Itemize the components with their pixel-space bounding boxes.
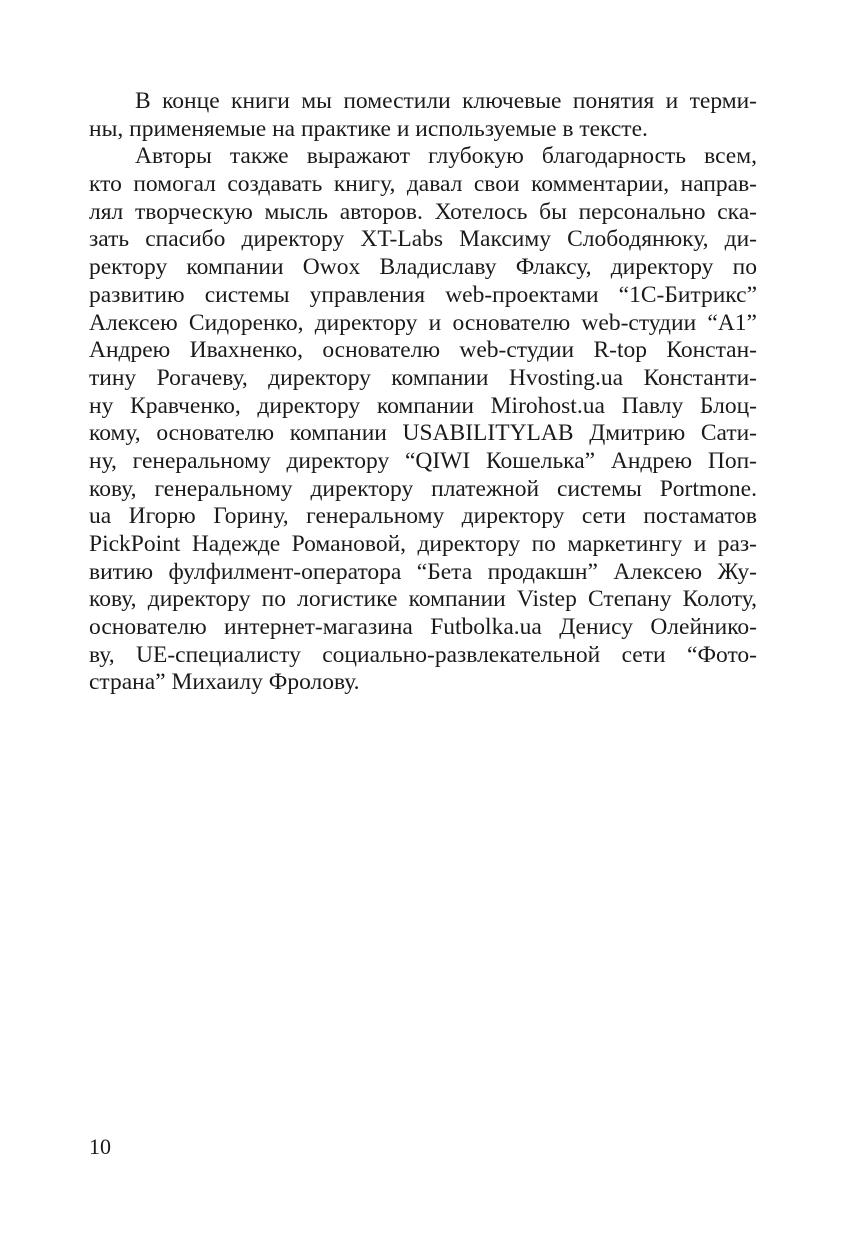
paragraph-1-line-2: ны, применяемые на практике и используемые в тексте. — [89, 115, 648, 142]
body-text — [89, 88, 757, 697]
page-number: 10 — [89, 1134, 111, 1159]
paragraph-2-line-4: зать спасибо директору XT-Labs Максиму Слободянюку, ди- — [89, 226, 757, 253]
paragraph-2-line-20: страна” Михаилу Фролову. — [89, 669, 360, 696]
paragraph-2-line-13: кову, генеральному директору платежной системы Portmone. — [89, 475, 757, 502]
paragraph-2-line-8: Андрею Ивахненко, основателю web-студии R-top Констан- — [89, 337, 757, 364]
paragraph-2-line-17: кову, директору по логистике компании Vistep Степану Колоту, — [89, 586, 757, 613]
paragraph-2-line-10: ну Кравченко, директору компании Mirohost.ua Павлу Блоц- — [89, 392, 757, 419]
paragraph-2-line-5: ректору компании Owox Владиславу Флаксу, директору по — [89, 254, 757, 281]
paragraph-2-line-2: кто помогал создавать книгу, давал свои комментарии, направ- — [89, 171, 757, 198]
paragraph-2-line-6: развитию системы управления web-проектами “1С-Битрикс” — [89, 281, 757, 308]
paragraph-2-line-1: Авторы также выражают глубокую благодарность всем, — [135, 143, 757, 170]
paragraph-2-line-19: ву, UE-специалисту социально-развлекательной сети “Фото- — [89, 641, 757, 668]
paragraph-2-line-14: ua Игорю Горину, генеральному директору сети постаматов — [89, 503, 757, 530]
paragraph-1-line-1: В конце книги мы поместили ключевые понятия и терми- — [135, 88, 757, 114]
paragraph-2-line-12: ну, генеральному директору “QIWI Кошелька” Андрею Поп- — [89, 447, 757, 474]
paragraph-2-line-18: основателю интернет-магазина Futbolka.ua Денису Олейнико- — [89, 614, 757, 641]
paragraph-2-line-9: тину Рогачеву, директору компании Hvosting.ua Константи- — [89, 364, 757, 391]
paragraph-2-line-7: Алексею Сидоренко, директору и основателю web-студии “A1” — [89, 309, 757, 336]
paragraph-2-line-11: кому, основателю компании USABILITYLAB Дмитрию Сати- — [89, 420, 757, 447]
paragraph-2-line-16: витию фулфилмент-оператора “Бета продакшн” Алексею Жу- — [89, 558, 757, 585]
paragraph-2-line-3: лял творческую мысль авторов. Хотелось бы персонально ска- — [89, 198, 757, 225]
paragraph-2-line-15: PickPoint Надежде Романовой, директору по маркетингу и раз- — [89, 531, 757, 557]
